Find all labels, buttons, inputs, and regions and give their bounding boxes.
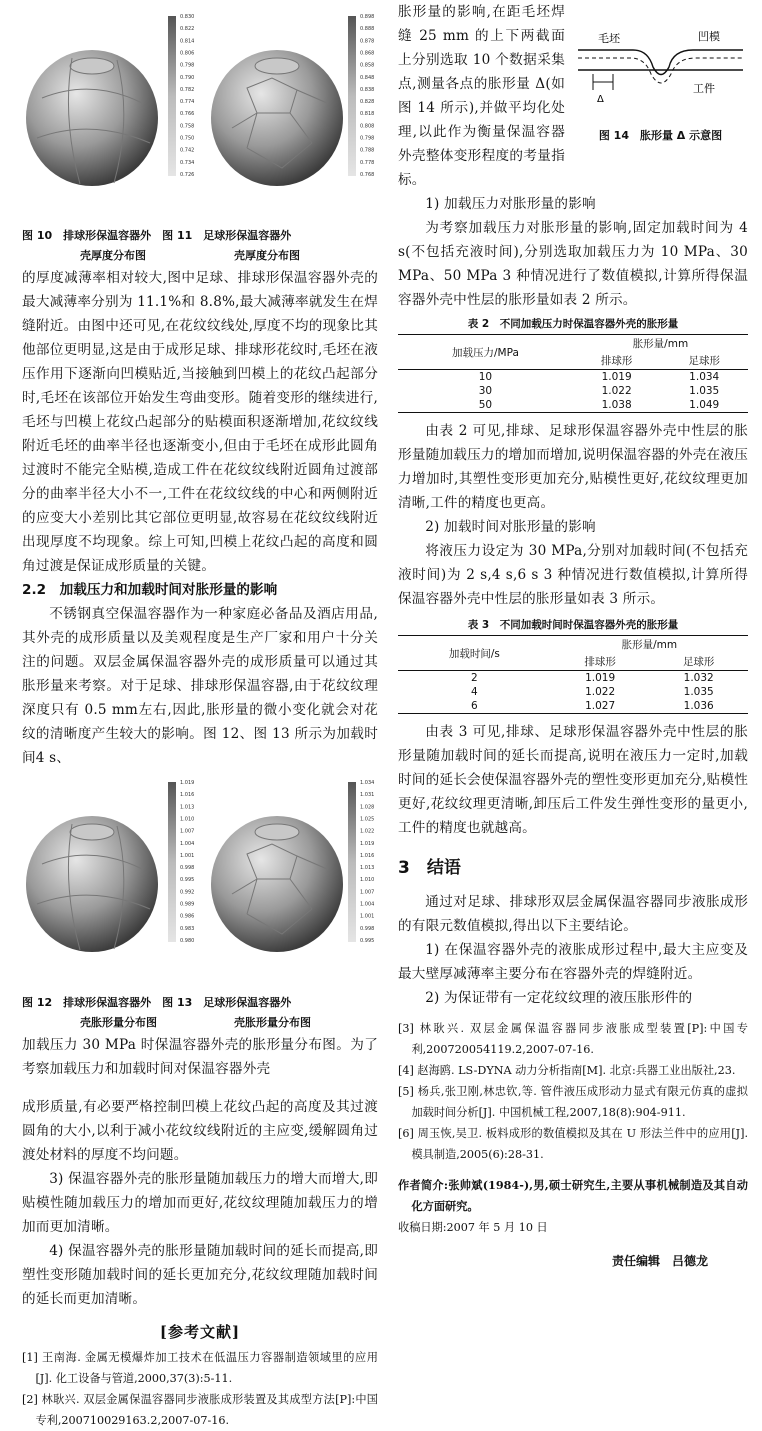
paragraph-load-pressure: 为考察加载压力对胀形量的影响,固定加载时间为 4 s(不包括充液时间),分别选取加载压力为 10 MPa、30 MPa、50 MPa 3 种情况进行了数值模拟,计算所得保温容器外壳中性层的胀形量如表 2 所示。 bbox=[398, 220, 748, 308]
figure-14-diagram bbox=[573, 22, 748, 122]
table-cell: 1.035 bbox=[683, 686, 714, 698]
table-row bbox=[398, 671, 748, 686]
scale-tick-label: 1.013 bbox=[360, 865, 375, 872]
sphere-plot-fig11 bbox=[202, 8, 377, 203]
scale-tick-label: 1.007 bbox=[180, 828, 195, 835]
scale-tick-label: 1.016 bbox=[180, 792, 195, 799]
scale-tick-label: 0.878 bbox=[360, 38, 375, 45]
paragraph-conclusion-2-cont: 成形质量,有必要严格控制凹模上花纹凸起的高度及其过渡圆角的大小,以利于减小花纹纹线附近的主应变,缓解圆角过渡处材料的厚度不均问题。 bbox=[22, 1099, 378, 1163]
table-cell: 1.022 bbox=[601, 385, 632, 397]
table-2-caption: 表 2 不同加载压力时保温容器外壳的胀形量 bbox=[467, 318, 679, 330]
scale-tick-label: 1.004 bbox=[180, 840, 195, 847]
table-row bbox=[398, 384, 748, 398]
scale-tick-label: 0.726 bbox=[180, 172, 195, 178]
scale-tick-label: 0.838 bbox=[360, 86, 375, 93]
scale-tick-label: 1.034 bbox=[360, 780, 375, 786]
scale-tick-label: 0.790 bbox=[180, 74, 195, 81]
label-die: 凹模 bbox=[698, 30, 720, 43]
figure-10-11 bbox=[22, 0, 378, 202]
table-cell: 2 bbox=[398, 671, 551, 686]
table-cell: 10 bbox=[398, 370, 573, 385]
paragraph-load-time: 将液压力设定为 30 MPa,分别对加载时间(不包括充液时间)为 2 s,4 s,6 s 3 种情况进行数值模拟,计算所得保温容器外壳中性层的胀形量如表 3 所示。 bbox=[398, 543, 748, 607]
figure-10-11-caption bbox=[22, 226, 378, 266]
left-column bbox=[22, 0, 378, 1431]
table-cell: 1.019 bbox=[573, 370, 661, 385]
table-row bbox=[398, 398, 748, 413]
table-3-group-header: 胀形量/mm bbox=[551, 636, 748, 654]
table-cell: 1.036 bbox=[649, 699, 748, 714]
scale-tick-label: 0.848 bbox=[360, 74, 375, 81]
paragraph-table-2-discussion: 由表 2 可见,排球、足球形保温容器外壳中性层的胀形量随加载压力的增加而增加,说明保温容器的外壳在液压力增加时,其塑性变形更加充分,贴模性更好,花纹纹理更加清晰,工件的精度也更高。 bbox=[398, 423, 748, 511]
references-title: [参考文献] bbox=[159, 1323, 241, 1341]
reference-4: [4] 赵海鸥. LS-DYNA 动力分析指南[M]. 北京:兵器工业出版社,23. bbox=[398, 1064, 736, 1077]
intro-with-fig14 bbox=[398, 0, 748, 192]
figure-10-volleyball-thickness bbox=[22, 8, 197, 203]
paragraph-quality: 不锈钢真空保温容器作为一种家庭必备品及酒店用品,其外壳的成形质量以及美观程度是生产厂家和用户十分关注的问题。双层金属保温容器外壳的成形质量可以通过其胀形量来考察。对于足球、排球形保温容器,由于花纹纹理深度只有 0.5 mm左右,因此,胀形量的微小变化就会对花纹的清晰度产生较大的影响。图 12、图 13 所示为加载时间4 s、 bbox=[22, 606, 378, 766]
figure-14-caption: 图 14 胀形量 Δ 示意图 bbox=[598, 129, 723, 142]
scale-tick-label: 1.025 bbox=[360, 816, 375, 823]
table-cell: 30 bbox=[478, 385, 493, 397]
section-3-heading: 3 结语 bbox=[398, 858, 461, 878]
caption-line-2: 壳胀形量分布图 壳胀形量分布图 bbox=[80, 1016, 311, 1029]
scale-tick-label: 0.758 bbox=[180, 123, 195, 130]
table-2-col-a: 排球形 bbox=[600, 355, 633, 367]
scale-tick-label: 0.858 bbox=[360, 62, 375, 69]
sphere-plot-fig10 bbox=[22, 8, 197, 203]
caption-line-1: 图 12 排球形保温容器外 图 13 足球形保温容器外 bbox=[22, 996, 292, 1009]
table-3-col-b: 足球形 bbox=[682, 656, 715, 668]
scale-tick-label: 0.898 bbox=[360, 14, 375, 20]
figure-12-volleyball-bulge bbox=[22, 774, 197, 969]
scale-tick-label: 1.019 bbox=[180, 780, 195, 786]
figure-14 bbox=[573, 22, 748, 150]
scale-tick-label: 0.868 bbox=[360, 50, 375, 57]
table-3-param-header: 加载时间/s bbox=[398, 636, 551, 671]
scale-tick-label: 0.980 bbox=[180, 938, 195, 944]
table-cell: 6 bbox=[398, 699, 551, 714]
scale-tick-label: 0.768 bbox=[360, 172, 375, 178]
table-cell: 1.034 bbox=[660, 370, 748, 385]
scale-tick-label: 0.778 bbox=[360, 159, 375, 166]
scale-tick-label: 0.742 bbox=[180, 147, 195, 154]
scale-tick-label: 1.028 bbox=[360, 804, 375, 811]
sphere-plot-fig12 bbox=[22, 774, 197, 969]
label-workpiece: 工件 bbox=[693, 82, 715, 95]
reference-2: [2] 林耿兴. 双层金属保温容器同步液胀成形装置及其成型方法[P]:中国专利,200710029163.2,2007-07-16. bbox=[22, 1393, 378, 1427]
scale-tick-label: 0.822 bbox=[180, 26, 195, 33]
table-3-col-a: 排球形 bbox=[584, 656, 616, 668]
reference-6: [6] 周玉恢,吴卫. 板料成形的数值模拟及其在 U 形法兰件中的应用[J]. 模具制造,2005(6):28-31. bbox=[398, 1127, 748, 1161]
table-row bbox=[398, 370, 748, 385]
table-2-group-header: 胀形量/mm bbox=[573, 335, 748, 353]
figure-11-football-thickness bbox=[202, 8, 377, 203]
figure-12-13 bbox=[22, 770, 378, 975]
table-2 bbox=[398, 334, 748, 413]
scale-tick-label: 1.022 bbox=[360, 828, 375, 835]
author-bio: 作者简介:张帅斌(1984-),男,硕士研究生,主要从事机械制造及其自动化方面研究。 bbox=[398, 1178, 748, 1213]
scale-tick-label: 1.007 bbox=[360, 889, 375, 896]
table-row bbox=[398, 699, 748, 714]
scale-tick-label: 0.986 bbox=[180, 913, 195, 920]
caption-line-1: 图 10 排球形保温容器外 图 11 足球形保温容器外 bbox=[22, 229, 292, 242]
paragraph-conclusion-2: 2) 为保证带有一定花纹纹理的液压胀形件的 bbox=[425, 990, 693, 1006]
scale-tick-label: 0.808 bbox=[360, 123, 375, 130]
table-cell: 1.032 bbox=[649, 671, 748, 686]
figure-12-13-caption bbox=[22, 993, 378, 1033]
scale-tick-label: 1.016 bbox=[360, 852, 375, 859]
scale-tick-label: 1.019 bbox=[360, 840, 375, 847]
table-cell: 1.019 bbox=[551, 671, 650, 686]
paragraph-fig12-desc: 加载压力 30 MPa 时保温容器外壳的胀形量分布图。为了考察加载压力和加载时间对保温容器外壳 bbox=[22, 1037, 378, 1077]
scale-tick-label: 0.814 bbox=[180, 38, 195, 45]
figure-13-football-bulge bbox=[202, 774, 377, 969]
scale-tick-label: 0.998 bbox=[180, 865, 195, 872]
paragraph-table-3-discussion: 由表 3 可见,排球、足球形保温容器外壳中性层的胀形量随加载时间的延长而提高,说明在液压力一定时,加载时间的延长会使保温容器外壳的塑性变形更加充分,贴模性更好,花纹纹理更清晰,卸压后工件发生弹性变形的量更小,工件的精度也就越高。 bbox=[398, 724, 748, 836]
paragraph-conclusion-4: 4) 保温容器外壳的胀形量随加载时间的延长而提高,即塑性变形随加载时间的延长更加充分,花纹纹理随加载时间的延长而更加清晰。 bbox=[22, 1243, 378, 1307]
paragraph-conclusion-1: 1) 在保温容器外壳的液胀成形过程中,最大主应变及最大壁厚减薄率主要分布在容器外壳的焊缝附近。 bbox=[398, 942, 748, 982]
scale-tick-label: 0.782 bbox=[180, 86, 195, 93]
table-row bbox=[398, 685, 748, 699]
scale-tick-label: 0.995 bbox=[180, 877, 195, 884]
table-cell: 1.049 bbox=[660, 398, 748, 413]
right-column bbox=[398, 0, 748, 1269]
scale-tick-label: 0.788 bbox=[360, 147, 375, 154]
table-2-param-header: 加载压力/MPa bbox=[398, 335, 573, 370]
scale-tick-label: 0.992 bbox=[180, 889, 195, 896]
table-2-col-b: 足球形 bbox=[688, 355, 720, 367]
scale-tick-label: 0.830 bbox=[180, 14, 195, 20]
scale-tick-label: 1.010 bbox=[360, 877, 375, 884]
reference-3: [3] 林耿兴. 双层金属保温容器同步液胀成型装置[P]:中国专利,200720054119.2,2007-07-16. bbox=[398, 1022, 748, 1056]
table-cell: 1.027 bbox=[551, 699, 650, 714]
table-3 bbox=[398, 635, 748, 714]
received-date: 收稿日期:2007 年 5 月 10 日 bbox=[398, 1221, 548, 1234]
heading-load-time: 2) 加载时间对胀形量的影响 bbox=[425, 519, 596, 535]
scale-tick-label: 0.734 bbox=[180, 159, 195, 166]
scale-tick-label: 0.998 bbox=[360, 925, 375, 932]
paragraph-thickness: 的厚度减薄率相对较大,图中足球、排球形保温容器外壳的最大减薄率分别为 11.1%和 8.8%,最大减薄率就发生在焊缝附近。由图中还可见,在花纹纹线处,厚度不均的现象比其他部位更明显,这是由于成形足球、排球形花纹时,毛坯在液压作用下逐渐向凹模贴近,当接触到凹模上的花纹凸起部分时,毛坯在该部位开始发生弯曲变形。随着变形的继续进行,毛坯与凹模上花纹凸起部分的贴模面积逐渐增加,花纹纹线附近毛坯的曲率半径也逐渐变小,但由于毛坯在成形此圆角过渡时不能完全贴模,造成工件在花纹纹线附近圆角过渡部分的曲率半径大小不一,工件在花纹纹线的中心和两侧附近的应变大小差别比其它部位更明显,故容易在花纹纹线附近出现厚度不均现象。综上可知,凹模上花纹凸起的高度和圆角过渡是保证成形质量的关键。 bbox=[22, 270, 378, 574]
scale-tick-label: 0.828 bbox=[360, 99, 375, 106]
scale-tick-label: 0.818 bbox=[360, 111, 375, 118]
scale-tick-label: 0.995 bbox=[360, 938, 375, 944]
scale-tick-label: 0.774 bbox=[180, 99, 195, 106]
scale-tick-label: 0.798 bbox=[180, 62, 195, 69]
scale-tick-label: 1.001 bbox=[360, 913, 375, 920]
table-cell: 1.022 bbox=[585, 686, 616, 698]
editor-credit: 责任编辑 吕德龙 bbox=[611, 1254, 708, 1268]
paragraph-measurement: 胀形量的影响,在距毛坯焊缝 25 mm 的上下两截面上分别选取 10 个数据采集点,测量各点的胀形量 Δ(如图 14 所示),并做平均化处理,以此作为衡量保温容器外壳整体变形程度的考量指标。 bbox=[398, 4, 565, 188]
label-delta: Δ bbox=[597, 94, 604, 105]
scale-tick-label: 0.766 bbox=[180, 111, 195, 118]
table-3-caption: 表 3 不同加载时间时保温容器外壳的胀形量 bbox=[467, 619, 679, 631]
scale-tick-label: 1.031 bbox=[360, 792, 375, 799]
scale-tick-label: 0.806 bbox=[180, 50, 195, 57]
reference-1: [1] 王南海. 金属无模爆炸加工技术在低温压力容器制造领域里的应用[J]. 化工设备与管道,2000,37(3):5-11. bbox=[22, 1351, 378, 1385]
table-cell: 4 bbox=[471, 686, 478, 698]
scale-tick-label: 0.798 bbox=[360, 135, 375, 142]
scale-tick-label: 0.989 bbox=[180, 901, 195, 908]
heading-load-pressure: 1) 加载压力对胀形量的影响 bbox=[425, 196, 596, 212]
scale-tick-label: 0.750 bbox=[180, 135, 195, 142]
reference-5: [5] 杨兵,张卫刚,林忠钦,等. 管件液压成形动力显式有限元仿真的虚拟加载时间分析[J]. 中国机械工程,2007,18(8):904-911. bbox=[398, 1085, 748, 1119]
sphere-plot-fig13 bbox=[202, 774, 377, 969]
scale-tick-label: 1.004 bbox=[360, 901, 375, 908]
label-blank: 毛坯 bbox=[598, 32, 620, 45]
caption-line-2: 壳厚度分布图 壳厚度分布图 bbox=[80, 249, 300, 262]
section-2-2-heading: 2.2 加载压力和加载时间对胀形量的影响 bbox=[22, 582, 278, 598]
paragraph-summary: 通过对足球、排球形双层金属保温容器同步液胀成形的有限元数值模拟,得出以下主要结论。 bbox=[398, 894, 748, 934]
scale-tick-label: 0.888 bbox=[360, 26, 375, 33]
scale-tick-label: 0.983 bbox=[180, 925, 195, 932]
scale-tick-label: 1.010 bbox=[180, 816, 195, 823]
scale-tick-label: 1.001 bbox=[180, 852, 195, 859]
table-cell: 50 bbox=[398, 398, 573, 413]
table-cell: 1.038 bbox=[573, 398, 661, 413]
scale-tick-label: 1.013 bbox=[180, 804, 195, 811]
table-cell: 1.035 bbox=[689, 385, 720, 397]
paragraph-conclusion-3: 3) 保温容器外壳的胀形量随加载压力的增大而增大,即贴模性随加载压力的增加而更好,花纹纹理随加载压力的增加而更加清晰。 bbox=[22, 1171, 378, 1235]
